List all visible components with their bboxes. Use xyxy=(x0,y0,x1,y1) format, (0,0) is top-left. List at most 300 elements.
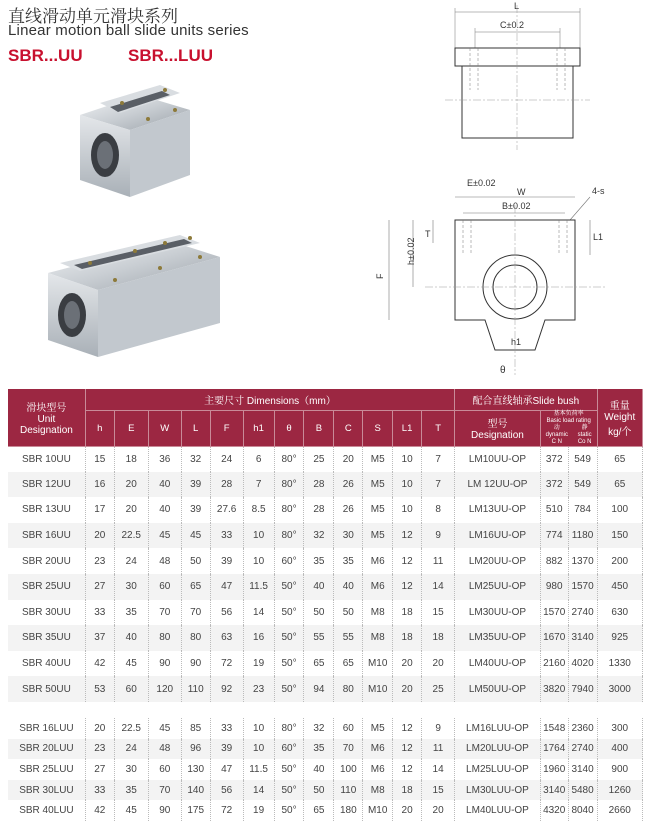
table-cell: 23 xyxy=(85,739,114,760)
table-cell: 33 xyxy=(85,780,114,801)
table-cell: 50° xyxy=(274,780,304,801)
table-cell: 12 xyxy=(393,759,422,780)
table-row xyxy=(8,523,643,549)
table-cell: 12 xyxy=(393,718,422,739)
dim-column-header: S xyxy=(363,410,393,446)
table-cell: 5480 xyxy=(568,780,597,801)
table-cell: 50° xyxy=(274,574,304,600)
table-cell: 33 xyxy=(85,600,114,626)
table-cell: 55 xyxy=(334,625,363,651)
model-header: 滑块型号 Unit Designation xyxy=(8,389,85,446)
table-row xyxy=(8,676,643,702)
table-cell: 35 xyxy=(114,600,148,626)
table-cell: M10 xyxy=(363,651,393,677)
table-cell: M10 xyxy=(363,676,393,702)
table-cell: M8 xyxy=(363,625,393,651)
table-cell: 60° xyxy=(274,548,304,574)
table-cell: 7 xyxy=(422,472,455,498)
type-header: 型号 Designation xyxy=(455,410,541,446)
table-cell: 47 xyxy=(210,759,243,780)
dim-L-label: L xyxy=(514,1,520,11)
table-cell: 50° xyxy=(274,600,304,626)
table-cell: 20 xyxy=(393,800,422,821)
table-cell: 16 xyxy=(85,472,114,498)
table-cell: 12 xyxy=(393,574,422,600)
table-cell: 20 xyxy=(422,800,455,821)
table-cell: 450 xyxy=(597,574,642,600)
table-cell: 1330 xyxy=(597,651,642,677)
table-cell: LM13UU-OP xyxy=(455,497,541,523)
table-cell: 70 xyxy=(148,600,181,626)
table-cell: 40 xyxy=(148,497,181,523)
table-cell: 100 xyxy=(597,497,642,523)
table-cell: 36 xyxy=(148,446,181,472)
table-cell: 55 xyxy=(304,625,334,651)
table-cell: 10 xyxy=(243,523,274,549)
table-cell: 39 xyxy=(181,497,210,523)
dim-C-label: C±0.2 xyxy=(500,20,524,30)
table-cell: SBR 30LUU xyxy=(8,780,85,801)
table-cell: 1570 xyxy=(540,600,568,626)
table-cell: 16 xyxy=(243,625,274,651)
table-cell: SBR 35UU xyxy=(8,625,85,651)
table-cell: 39 xyxy=(210,739,243,760)
table-cell: SBR 20UU xyxy=(8,548,85,574)
table-cell: 18 xyxy=(393,625,422,651)
table-cell: 80° xyxy=(274,446,304,472)
table-cell: 11.5 xyxy=(243,574,274,600)
table-cell: 110 xyxy=(181,676,210,702)
table-cell: 8.5 xyxy=(243,497,274,523)
table-cell: 8 xyxy=(422,497,455,523)
table-cell: 56 xyxy=(210,600,243,626)
table-cell: 10 xyxy=(243,548,274,574)
page-title-cn: 直线滑动单元滑块系列 xyxy=(8,7,178,27)
table-cell: 1670 xyxy=(540,625,568,651)
table-cell: 65 xyxy=(181,574,210,600)
table-cell: 30 xyxy=(334,523,363,549)
table-cell: 18 xyxy=(114,446,148,472)
dim-F-label: F xyxy=(375,273,385,279)
table-cell: 12 xyxy=(393,523,422,549)
table-cell: 39 xyxy=(181,472,210,498)
table-cell: 47 xyxy=(210,574,243,600)
table-cell: 14 xyxy=(422,759,455,780)
dim-h1-label: h1 xyxy=(511,337,522,347)
table-cell: 110 xyxy=(334,780,363,801)
table-cell: 45 xyxy=(181,523,210,549)
table-cell: 60 xyxy=(334,718,363,739)
table-cell: 4020 xyxy=(568,651,597,677)
table-row xyxy=(8,651,643,677)
table-cell: 17 xyxy=(85,497,114,523)
table-cell: 30 xyxy=(114,574,148,600)
table-cell: 63 xyxy=(210,625,243,651)
table-cell: 35 xyxy=(114,780,148,801)
table-cell: 2160 xyxy=(540,651,568,677)
table-row xyxy=(8,548,643,574)
table-cell: 30 xyxy=(114,759,148,780)
table-cell: 50° xyxy=(274,625,304,651)
table-row xyxy=(8,739,643,760)
table-cell: 20 xyxy=(393,651,422,677)
table-cell: 18 xyxy=(393,780,422,801)
table-cell: 50° xyxy=(274,676,304,702)
table-cell: 50 xyxy=(304,600,334,626)
table-cell: 14 xyxy=(243,780,274,801)
table-cell: M6 xyxy=(363,548,393,574)
table-row xyxy=(8,625,643,651)
table-cell: 45 xyxy=(114,651,148,677)
dim-L1-label: L1 xyxy=(593,232,604,242)
dim-column-header: C xyxy=(334,410,363,446)
table-cell: 80 xyxy=(334,676,363,702)
table-cell: 20 xyxy=(114,472,148,498)
table-row xyxy=(8,718,643,739)
table-row xyxy=(8,759,643,780)
table-cell: LM50UU-OP xyxy=(455,676,541,702)
table-row xyxy=(8,780,643,801)
table-cell: 10 xyxy=(393,472,422,498)
table-cell: 400 xyxy=(597,739,642,760)
table-row xyxy=(8,800,643,821)
dim-h-label: h±0.02 xyxy=(406,237,416,265)
table-cell: 7 xyxy=(422,446,455,472)
load-rating-header: 基本负荷率 Basic load rating 动 dynamic C N 静 static Co N xyxy=(540,410,597,446)
table-cell: LM40LUU-OP xyxy=(455,800,541,821)
table-cell: 92 xyxy=(210,676,243,702)
table-cell: 50° xyxy=(274,800,304,821)
table-cell: 48 xyxy=(148,548,181,574)
dim-column-header: E xyxy=(114,410,148,446)
table-cell: 372 xyxy=(540,472,568,498)
table-cell: 25 xyxy=(422,676,455,702)
table-cell: 1960 xyxy=(540,759,568,780)
dim-S-label: 4-s xyxy=(592,186,605,196)
table-cell: 23 xyxy=(85,548,114,574)
table-cell: 72 xyxy=(210,800,243,821)
table-cell: 7940 xyxy=(568,676,597,702)
dim-W-label: W xyxy=(517,187,526,197)
table-cell: 32 xyxy=(181,446,210,472)
table-cell: 12 xyxy=(393,548,422,574)
table-cell: 774 xyxy=(540,523,568,549)
dim-E-label: E±0.02 xyxy=(467,178,496,188)
table-cell: 18 xyxy=(393,600,422,626)
table-cell: 60 xyxy=(114,676,148,702)
table-cell: 630 xyxy=(597,600,642,626)
table-cell: LM30LUU-OP xyxy=(455,780,541,801)
table-cell: 900 xyxy=(597,759,642,780)
table-cell: M5 xyxy=(363,446,393,472)
table-cell: 510 xyxy=(540,497,568,523)
table-cell: M5 xyxy=(363,718,393,739)
table-cell: 180 xyxy=(334,800,363,821)
table-cell: 120 xyxy=(148,676,181,702)
table-divider xyxy=(8,702,643,718)
table-cell: 3140 xyxy=(540,780,568,801)
weight-header: 重量 Weight kg/个 xyxy=(597,389,642,446)
table-cell: M8 xyxy=(363,780,393,801)
table-cell: 35 xyxy=(304,548,334,574)
table-cell: SBR 40LUU xyxy=(8,800,85,821)
table-cell: 80° xyxy=(274,523,304,549)
table-cell: SBR 25LUU xyxy=(8,759,85,780)
table-cell: SBR 20LUU xyxy=(8,739,85,760)
table-cell: 40 xyxy=(334,574,363,600)
table-cell: 94 xyxy=(304,676,334,702)
table-cell: 20 xyxy=(393,676,422,702)
dim-B-label: B±0.02 xyxy=(502,201,531,211)
table-cell: 3140 xyxy=(568,759,597,780)
side-view-drawing xyxy=(440,0,645,160)
table-cell: 65 xyxy=(334,651,363,677)
table-cell: 65 xyxy=(304,651,334,677)
table-cell: M6 xyxy=(363,574,393,600)
table-cell: LM16UU-OP xyxy=(455,523,541,549)
table-cell: 40 xyxy=(114,625,148,651)
dim-column-header: B xyxy=(304,410,334,446)
table-cell: 140 xyxy=(181,780,210,801)
table-cell: 19 xyxy=(243,800,274,821)
table-cell: 980 xyxy=(540,574,568,600)
table-cell: 85 xyxy=(181,718,210,739)
table-cell: 50° xyxy=(274,651,304,677)
table-cell: 26 xyxy=(334,497,363,523)
table-cell: 100 xyxy=(334,759,363,780)
table-cell: 20 xyxy=(334,446,363,472)
table-cell: 33 xyxy=(210,718,243,739)
table-cell: M8 xyxy=(363,600,393,626)
dim-T-label: T xyxy=(425,229,431,239)
table-cell: 3140 xyxy=(568,625,597,651)
table-cell: 9 xyxy=(422,718,455,739)
table-cell: LM10UU-OP xyxy=(455,446,541,472)
table-cell: 80° xyxy=(274,497,304,523)
table-cell: 70 xyxy=(334,739,363,760)
table-cell: 1260 xyxy=(597,780,642,801)
table-cell: 40 xyxy=(148,472,181,498)
table-cell: 65 xyxy=(597,472,642,498)
table-cell: M5 xyxy=(363,497,393,523)
table-cell: 549 xyxy=(568,446,597,472)
table-cell: 20 xyxy=(422,651,455,677)
table-row xyxy=(8,472,643,498)
table-cell: 42 xyxy=(85,651,114,677)
table-cell: 10 xyxy=(243,718,274,739)
table-cell: 28 xyxy=(304,497,334,523)
dim-column-header: T xyxy=(422,410,455,446)
dim-column-header: h1 xyxy=(243,410,274,446)
table-cell: 10 xyxy=(243,739,274,760)
table-cell: 40 xyxy=(304,759,334,780)
table-cell: 15 xyxy=(422,780,455,801)
table-cell: SBR 16UU xyxy=(8,523,85,549)
table-cell: 300 xyxy=(597,718,642,739)
dim-column-header: L xyxy=(181,410,210,446)
table-cell: LM30UU-OP xyxy=(455,600,541,626)
table-cell: 45 xyxy=(114,800,148,821)
table-cell: 18 xyxy=(422,625,455,651)
table-cell: 22.5 xyxy=(114,718,148,739)
table-cell: 14 xyxy=(243,600,274,626)
table-cell: LM25UU-OP xyxy=(455,574,541,600)
table-cell: LM16LUU-OP xyxy=(455,718,541,739)
table-cell: LM 12UU-OP xyxy=(455,472,541,498)
table-cell: 53 xyxy=(85,676,114,702)
table-cell: 45 xyxy=(148,523,181,549)
short-unit-photo xyxy=(70,85,200,200)
table-cell: 10 xyxy=(393,497,422,523)
table-cell: 60° xyxy=(274,739,304,760)
table-cell: SBR 10UU xyxy=(8,446,85,472)
series-luu-label: SBR...LUU xyxy=(128,46,213,65)
table-cell: 2660 xyxy=(597,800,642,821)
table-cell: 150 xyxy=(597,523,642,549)
table-cell: 60 xyxy=(148,574,181,600)
table-cell: 12 xyxy=(393,739,422,760)
table-cell: 10 xyxy=(393,446,422,472)
table-cell: 65 xyxy=(597,446,642,472)
table-cell: 27 xyxy=(85,574,114,600)
table-cell: 28 xyxy=(304,472,334,498)
table-cell: 3000 xyxy=(597,676,642,702)
table-cell: 6 xyxy=(243,446,274,472)
table-cell: 1180 xyxy=(568,523,597,549)
table-cell: 14 xyxy=(422,574,455,600)
page-title-en: Linear motion ball slide units series xyxy=(8,22,249,39)
table-cell: 50 xyxy=(334,600,363,626)
table-cell: 11.5 xyxy=(243,759,274,780)
table-cell: 40 xyxy=(304,574,334,600)
table-cell: 372 xyxy=(540,446,568,472)
table-cell: 24 xyxy=(210,446,243,472)
table-cell: 20 xyxy=(85,718,114,739)
table-cell: 882 xyxy=(540,548,568,574)
table-row xyxy=(8,446,643,472)
table-cell: LM40UU-OP xyxy=(455,651,541,677)
table-cell: 784 xyxy=(568,497,597,523)
dim-column-header: θ xyxy=(274,410,304,446)
table-cell: 65 xyxy=(304,800,334,821)
table-cell: LM35UU-OP xyxy=(455,625,541,651)
table-cell: SBR 30UU xyxy=(8,600,85,626)
table-cell: 175 xyxy=(181,800,210,821)
table-cell: SBR 16LUU xyxy=(8,718,85,739)
slide-bush-header: 配合直线轴承Slide bush xyxy=(455,389,597,410)
dim-column-header: F xyxy=(210,410,243,446)
table-cell: 80 xyxy=(181,625,210,651)
table-cell: 20 xyxy=(114,497,148,523)
table-cell: 50 xyxy=(304,780,334,801)
table-cell: 37 xyxy=(85,625,114,651)
table-cell: 25 xyxy=(304,446,334,472)
table-cell: SBR 25UU xyxy=(8,574,85,600)
table-cell: 4320 xyxy=(540,800,568,821)
long-unit-photo xyxy=(40,235,225,360)
table-cell: 3820 xyxy=(540,676,568,702)
table-cell: 48 xyxy=(148,739,181,760)
table-cell: M5 xyxy=(363,523,393,549)
table-cell: 200 xyxy=(597,548,642,574)
dimensions-header: 主要尺寸 Dimensions（mm） xyxy=(85,389,454,410)
table-row xyxy=(8,497,643,523)
table-cell: 24 xyxy=(114,739,148,760)
table-cell: 15 xyxy=(422,600,455,626)
table-cell: 80° xyxy=(274,718,304,739)
table-cell: 11 xyxy=(422,548,455,574)
table-cell: 33 xyxy=(210,523,243,549)
table-cell: 925 xyxy=(597,625,642,651)
dim-column-header: L1 xyxy=(393,410,422,446)
table-cell: 90 xyxy=(181,651,210,677)
table-cell: M6 xyxy=(363,759,393,780)
table-cell: LM25LUU-OP xyxy=(455,759,541,780)
table-cell: 90 xyxy=(148,651,181,677)
table-row xyxy=(8,600,643,626)
table-cell: LM20LUU-OP xyxy=(455,739,541,760)
table-cell: 96 xyxy=(181,739,210,760)
table-cell: 90 xyxy=(148,800,181,821)
table-cell: 130 xyxy=(181,759,210,780)
table-cell: 70 xyxy=(148,780,181,801)
table-cell: M6 xyxy=(363,739,393,760)
table-cell: 2740 xyxy=(568,600,597,626)
table-cell: 27 xyxy=(85,759,114,780)
table-cell: 32 xyxy=(304,523,334,549)
table-cell: 2360 xyxy=(568,718,597,739)
table-cell: 60 xyxy=(148,759,181,780)
table-cell: 19 xyxy=(243,651,274,677)
table-cell: 80 xyxy=(148,625,181,651)
table-cell: 1370 xyxy=(568,548,597,574)
dim-column-header: W xyxy=(148,410,181,446)
table-cell: 20 xyxy=(85,523,114,549)
table-cell: 23 xyxy=(243,676,274,702)
table-cell: 1764 xyxy=(540,739,568,760)
table-cell: SBR 13UU xyxy=(8,497,85,523)
table-cell: 70 xyxy=(181,600,210,626)
table-cell: 22.5 xyxy=(114,523,148,549)
table-cell: 72 xyxy=(210,651,243,677)
table-cell: 35 xyxy=(304,739,334,760)
table-divider-cell xyxy=(8,702,643,718)
table-cell: 8040 xyxy=(568,800,597,821)
specification-table xyxy=(8,389,643,821)
table-cell: 2740 xyxy=(568,739,597,760)
table-cell: 11 xyxy=(422,739,455,760)
table-cell: 42 xyxy=(85,800,114,821)
table-cell: SBR 50UU xyxy=(8,676,85,702)
table-cell: 35 xyxy=(334,548,363,574)
table-cell: 7 xyxy=(243,472,274,498)
table-cell: 56 xyxy=(210,780,243,801)
table-row xyxy=(8,574,643,600)
table-cell: 45 xyxy=(148,718,181,739)
dim-theta-label: θ xyxy=(500,365,506,376)
series-uu-label: SBR...UU xyxy=(8,46,83,65)
table-cell: M10 xyxy=(363,800,393,821)
table-cell: LM20UU-OP xyxy=(455,548,541,574)
dim-column-header: h xyxy=(85,410,114,446)
table-cell: 24 xyxy=(114,548,148,574)
table-cell: 1548 xyxy=(540,718,568,739)
table-cell: 28 xyxy=(210,472,243,498)
table-cell: 32 xyxy=(304,718,334,739)
table-cell: 1570 xyxy=(568,574,597,600)
front-view-drawing xyxy=(375,175,615,380)
table-cell: SBR 12UU xyxy=(8,472,85,498)
